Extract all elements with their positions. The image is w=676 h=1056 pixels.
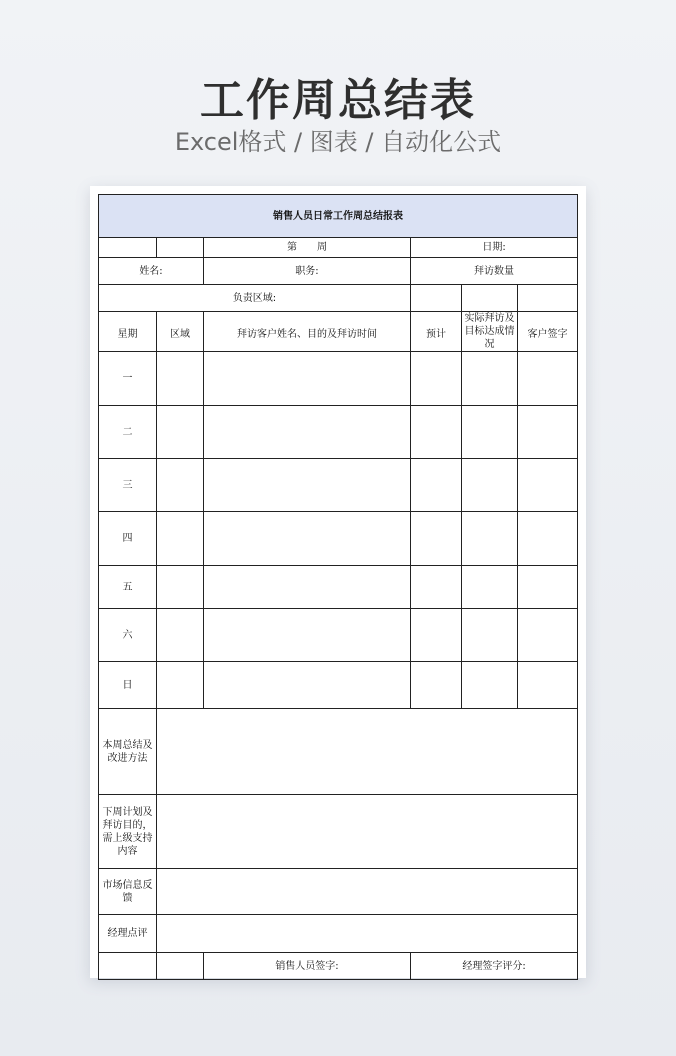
column-header-row — [99, 312, 578, 352]
input-cell[interactable] — [411, 406, 462, 459]
summary-row — [99, 869, 578, 915]
responsible-area-label: 负责区域: — [99, 285, 411, 312]
input-cell[interactable] — [204, 512, 411, 566]
header-actual-visits: 实际拜访及目标达成情况 — [462, 312, 518, 352]
header-client-signature: 客户签字 — [518, 312, 578, 352]
input-cell[interactable] — [518, 406, 578, 459]
manager-signature-label: 经理签字评分: — [411, 953, 578, 980]
signature-row — [99, 953, 578, 980]
input-cell[interactable] — [462, 609, 518, 662]
manager-comment-input[interactable] — [157, 915, 578, 953]
input-cell[interactable] — [411, 352, 462, 406]
name-label: 姓名: — [99, 258, 204, 285]
day-row — [99, 609, 578, 662]
day-label: 六 — [99, 609, 157, 662]
day-row — [99, 352, 578, 406]
market-feedback-input[interactable] — [157, 869, 578, 915]
next-week-plan-label: 下周计划及拜访目的，需上级支持内容 — [99, 795, 157, 869]
header-region: 区域 — [157, 312, 204, 352]
input-cell[interactable] — [204, 566, 411, 609]
area-row — [99, 285, 578, 312]
input-cell[interactable] — [462, 662, 518, 709]
input-cell[interactable] — [411, 566, 462, 609]
input-cell[interactable] — [204, 459, 411, 512]
input-cell[interactable] — [518, 662, 578, 709]
blank-cell[interactable] — [157, 953, 204, 980]
title-row — [99, 195, 578, 238]
input-cell[interactable] — [411, 609, 462, 662]
header-visit-detail: 拜访客户姓名、目的及拜访时间 — [204, 312, 411, 352]
market-feedback-label: 市场信息反馈 — [99, 869, 157, 915]
info-row — [99, 258, 578, 285]
input-cell[interactable] — [204, 662, 411, 709]
input-cell[interactable] — [411, 662, 462, 709]
day-label: 二 — [99, 406, 157, 459]
week-row — [99, 238, 578, 258]
input-cell[interactable] — [518, 352, 578, 406]
day-label: 日 — [99, 662, 157, 709]
blank-cell[interactable] — [462, 285, 518, 312]
input-cell[interactable] — [518, 459, 578, 512]
input-cell[interactable] — [204, 609, 411, 662]
input-cell[interactable] — [462, 566, 518, 609]
input-cell[interactable] — [462, 459, 518, 512]
weekly-summary-input[interactable] — [157, 709, 578, 795]
weekly-summary-label: 本周总结及改进方法 — [99, 709, 157, 795]
input-cell[interactable] — [157, 406, 204, 459]
day-row — [99, 512, 578, 566]
input-cell[interactable] — [157, 566, 204, 609]
page-hero-title: 工作周总结表 — [200, 75, 476, 126]
day-row — [99, 662, 578, 709]
summary-row — [99, 709, 578, 795]
position-label: 职务: — [204, 258, 411, 285]
input-cell[interactable] — [157, 512, 204, 566]
next-week-plan-input[interactable] — [157, 795, 578, 869]
input-cell[interactable] — [157, 459, 204, 512]
input-cell[interactable] — [204, 352, 411, 406]
day-label: 一 — [99, 352, 157, 406]
blank-cell[interactable] — [99, 238, 157, 258]
input-cell[interactable] — [518, 512, 578, 566]
weekly-report-table — [98, 194, 578, 980]
page-hero-subtitle: Excel格式 / 图表 / 自动化公式 — [174, 128, 502, 156]
day-row — [99, 406, 578, 459]
week-number-label: 第 周 — [204, 238, 411, 258]
spreadsheet-paper — [90, 186, 586, 978]
input-cell[interactable] — [157, 662, 204, 709]
blank-cell[interactable] — [157, 238, 204, 258]
blank-cell[interactable] — [518, 285, 578, 312]
summary-row — [99, 915, 578, 953]
day-label: 五 — [99, 566, 157, 609]
input-cell[interactable] — [462, 352, 518, 406]
day-row — [99, 566, 578, 609]
input-cell[interactable] — [462, 512, 518, 566]
summary-row — [99, 795, 578, 869]
input-cell[interactable] — [518, 566, 578, 609]
day-label: 三 — [99, 459, 157, 512]
day-row — [99, 459, 578, 512]
manager-comment-label: 经理点评 — [99, 915, 157, 953]
input-cell[interactable] — [411, 459, 462, 512]
input-cell[interactable] — [157, 352, 204, 406]
input-cell[interactable] — [462, 406, 518, 459]
blank-cell[interactable] — [99, 953, 157, 980]
input-cell[interactable] — [411, 512, 462, 566]
header-weekday: 星期 — [99, 312, 157, 352]
sales-signature-label: 销售人员签字: — [204, 953, 411, 980]
visit-count-label: 拜访数量 — [411, 258, 578, 285]
blank-cell[interactable] — [411, 285, 462, 312]
date-label: 日期: — [411, 238, 578, 258]
day-label: 四 — [99, 512, 157, 566]
input-cell[interactable] — [518, 609, 578, 662]
input-cell[interactable] — [204, 406, 411, 459]
header-estimate: 预计 — [411, 312, 462, 352]
input-cell[interactable] — [157, 609, 204, 662]
sheet-title: 销售人员日常工作周总结报表 — [99, 195, 578, 238]
